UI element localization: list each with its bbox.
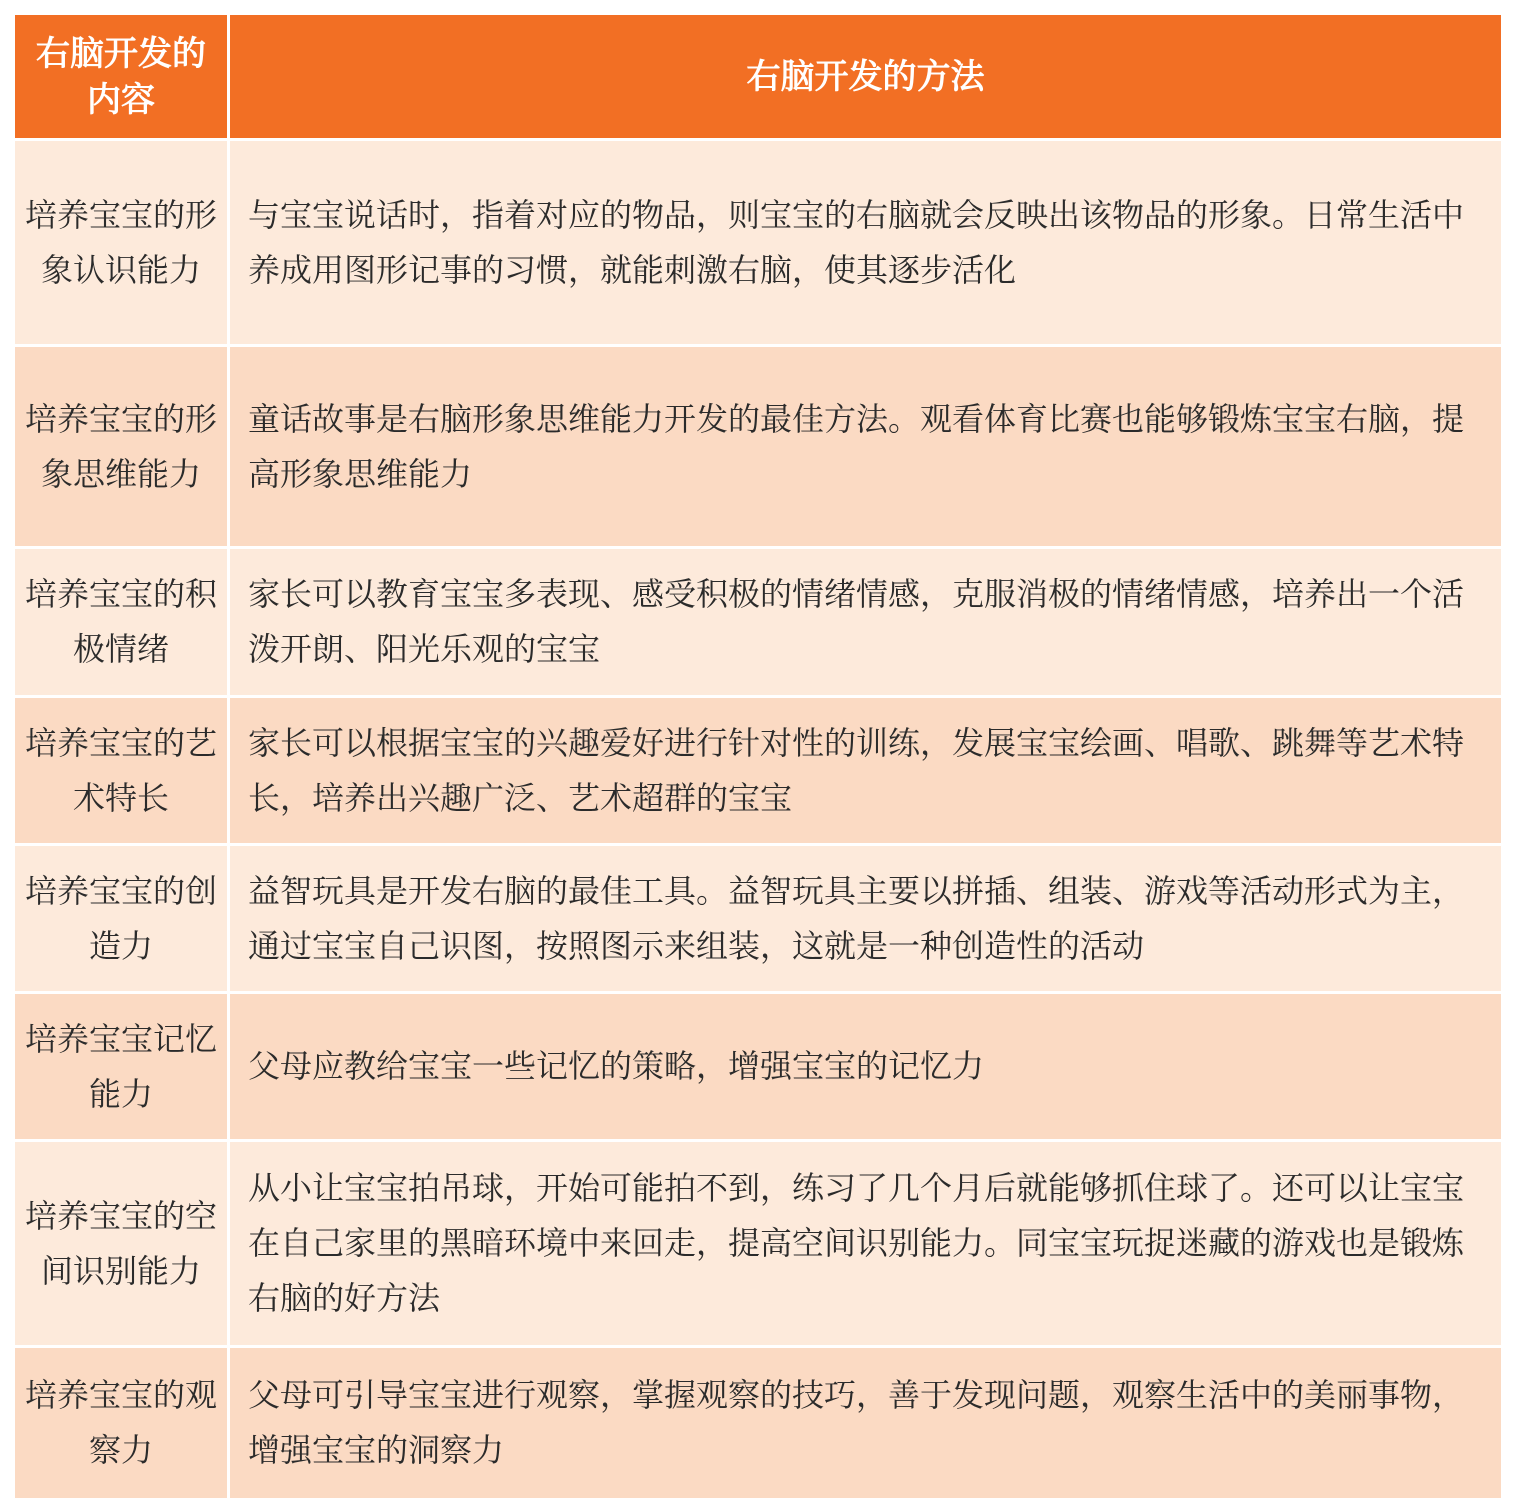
row-category: 培养宝宝记忆能力	[14, 993, 229, 1141]
content-table-container	[12, 12, 1504, 1498]
row-method: 从小让宝宝拍吊球，开始可能拍不到，练习了几个月后就能够抓住球了。还可以让宝宝在自己家里的黑暗环境中来回走，提高空间识别能力。同宝宝玩捉迷藏的游戏也是锻炼右脑的好方法	[229, 1141, 1503, 1347]
row-method: 益智玩具是开发右脑的最佳工具。益智玩具主要以拼插、组装、游戏等活动形式为主，通过宝宝自己识图，按照图示来组装，这就是一种创造性的活动	[229, 845, 1503, 993]
table-header-row	[14, 14, 1503, 140]
row-method: 父母可引导宝宝进行观察，掌握观察的技巧，善于发现问题，观察生活中的美丽事物，增强宝宝的洞察力	[229, 1347, 1503, 1500]
row-method: 父母应教给宝宝一些记忆的策略，增强宝宝的记忆力	[229, 993, 1503, 1141]
row-category: 培养宝宝的积极情绪	[14, 548, 229, 697]
table-row	[14, 993, 1503, 1141]
right-brain-development-table	[12, 12, 1504, 1501]
row-category: 培养宝宝的形象思维能力	[14, 346, 229, 548]
row-method: 家长可以根据宝宝的兴趣爱好进行针对性的训练，发展宝宝绘画、唱歌、跳舞等艺术特长，培养出兴趣广泛、艺术超群的宝宝	[229, 697, 1503, 845]
table-row	[14, 845, 1503, 993]
row-method: 童话故事是右脑形象思维能力开发的最佳方法。观看体育比赛也能够锻炼宝宝右脑，提高形象思维能力	[229, 346, 1503, 548]
table-row	[14, 1347, 1503, 1500]
row-category: 培养宝宝的观察力	[14, 1347, 229, 1500]
header-method: 右脑开发的方法	[229, 14, 1503, 140]
row-category: 培养宝宝的空间识别能力	[14, 1141, 229, 1347]
row-method: 与宝宝说话时，指着对应的物品，则宝宝的右脑就会反映出该物品的形象。日常生活中养成用图形记事的习惯，就能刺激右脑，使其逐步活化	[229, 140, 1503, 346]
table-row	[14, 140, 1503, 346]
row-category: 培养宝宝的创造力	[14, 845, 229, 993]
table-row	[14, 548, 1503, 697]
table-row	[14, 697, 1503, 845]
table-row	[14, 1141, 1503, 1347]
table-row	[14, 346, 1503, 548]
header-content: 右脑开发的内容	[14, 14, 229, 140]
row-category: 培养宝宝的艺术特长	[14, 697, 229, 845]
row-category: 培养宝宝的形象认识能力	[14, 140, 229, 346]
row-method: 家长可以教育宝宝多表现、感受积极的情绪情感，克服消极的情绪情感，培养出一个活泼开朗、阳光乐观的宝宝	[229, 548, 1503, 697]
